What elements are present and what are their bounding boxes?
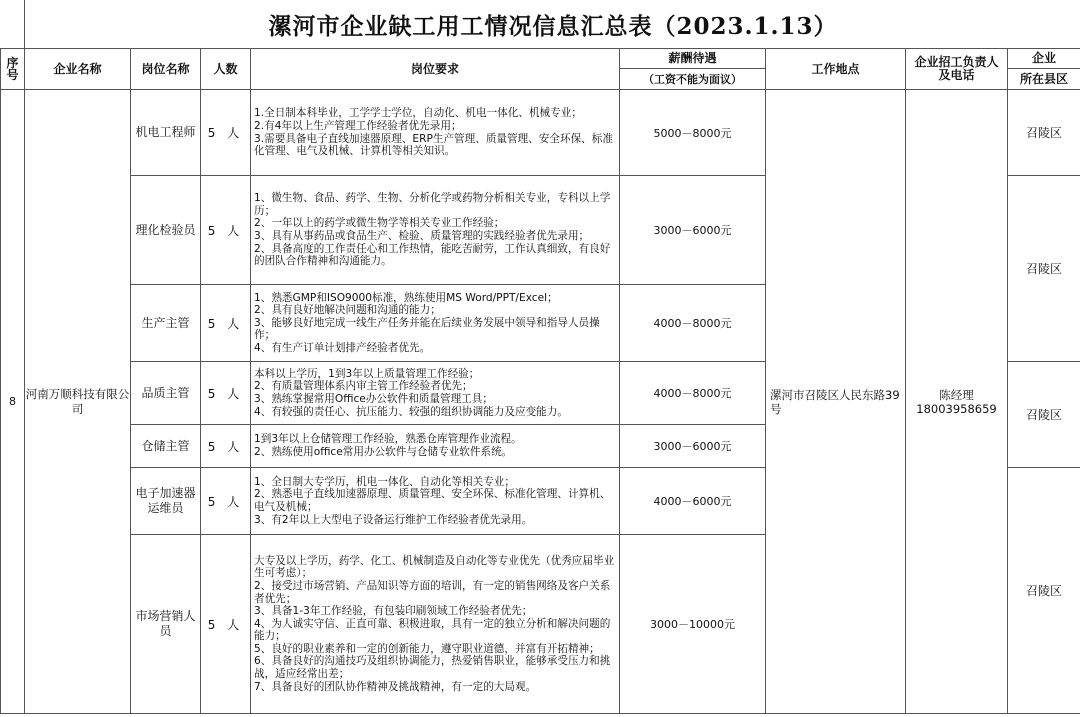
position-salary: 3000－10000元 [620, 535, 766, 714]
position-count: 5 人 [201, 425, 251, 468]
header-seq: 序号 [1, 49, 25, 90]
header-location: 工作地点 [766, 49, 906, 90]
position-count: 5 人 [201, 362, 251, 425]
position-name: 机电工程师 [131, 90, 201, 176]
district: 召陵区 [1008, 90, 1080, 176]
position-requirement: 1、熟悉GMP和ISO9000标准，熟练使用MS Word/PPT/Excel； 2、具有良好地解决问题和沟通的能力； 3、能够良好地完成一线生产任务并能在后续业务发展中领导和指导人员操作； 4、有生产订单计划排产经验者优先。 [251, 285, 620, 362]
position-salary: 5000－8000元 [620, 90, 766, 176]
position-count: 5 人 [201, 285, 251, 362]
position-requirement: 1、全日制大专学历，机电一体化、自动化等相关专业； 2、熟悉电子直线加速器原理、质量管理、安全环保、标准化管理、计算机、电气及机械； 3、有2年以上大型电子设备运行维护工作经验者优先录用。 [251, 468, 620, 535]
position-name: 市场营销人员 [131, 535, 201, 714]
header-count: 人数 [201, 49, 251, 90]
position-salary: 3000－6000元 [620, 176, 766, 285]
header-position: 岗位名称 [131, 49, 201, 90]
position-requirement: 大专及以上学历，药学、化工、机械制造及自动化等专业优先（优秀应届毕业生可考虑）； 2、接受过市场营销、产品知识等方面的培训，有一定的销售网络及客户关系者优先； 3、具备1-3年工作经验，有包装印刷领域工作经验者优先； 4、为人诚实守信、正直可靠、积极进取，具有一定的独立分析和解决问题的能力； 5、良好的职业素养和一定的创新能力，遵守职业道德，并富有开拓精神； 6、具备良好的沟通技巧及组织协调能力，热爱销售职业，能够承受压力和挑战，适应经常出差； 7、具备良好的团队协作精神及挑战精神，有一定的大局观。 [251, 535, 620, 714]
header-salary-note: （工资不能为面议） [620, 69, 766, 90]
position-count: 5 人 [201, 468, 251, 535]
header-district-bottom: 所在县区 [1008, 69, 1080, 90]
contact-name: 陈经理 [939, 387, 974, 402]
position-requirement: 1到3年以上仓储管理工作经验，熟悉仓库管理作业流程。 2、熟练使用office常用办公软件与仓储专业软件系统。 [251, 425, 620, 468]
title-left-gap [0, 0, 24, 48]
table-row [1, 90, 1080, 176]
position-requirement: 本科以上学历，1到3年以上质量管理工作经验； 2、有质量管理体系内审主管工作经验者优先； 3、熟练掌握常用Office办公软件和质量管理工具； 4、有较强的责任心、抗压能力、较强的组织协调能力及应变能力。 [251, 362, 620, 425]
work-location: 漯河市召陵区人民东路39号 [766, 90, 906, 714]
position-name: 品质主管 [131, 362, 201, 425]
position-requirement: 1、微生物、食品、药学、生物、分析化学或药物分析相关专业，专科以上学历； 2、一年以上的药学或微生物学等相关专业工作经验； 3、具有从事药品或食品生产、检验、质量管理的实践经验者优先录用； 2、具备高度的工作责任心和工作热情，能吃苦耐劳，工作认真细致，有良好的团队合作精神和沟通能力。 [251, 176, 620, 285]
header-salary: 薪酬待遇 [620, 49, 766, 69]
position-name: 电子加速器运维员 [131, 468, 201, 535]
job-table [0, 48, 1080, 714]
contact-cell [906, 90, 1008, 714]
position-requirement: 1.全日制本科毕业，工学学士学位，自动化、机电一体化、机械专业； 2.有4年以上生产管理工作经验者优先录用； 3.需要具备电子直线加速器原理、ERP生产管理、质量管理、安全环保、标准化管理、电气及机械、计算机等相关知识。 [251, 90, 620, 176]
contact-phone: 18003958659 [916, 401, 997, 416]
header-contact: 企业招工负责人及电话 [906, 49, 1008, 90]
position-name: 仓储主管 [131, 425, 201, 468]
district: 召陵区 [1008, 362, 1080, 468]
header-requirement: 岗位要求 [251, 49, 620, 90]
position-salary: 4000－8000元 [620, 285, 766, 362]
district: 召陵区 [1008, 176, 1080, 362]
header-company: 企业名称 [25, 49, 131, 90]
position-name: 理化检验员 [131, 176, 201, 285]
position-count: 5 人 [201, 176, 251, 285]
position-count: 5 人 [201, 90, 251, 176]
position-salary: 4000－8000元 [620, 362, 766, 425]
header-district-top: 企业 [1008, 49, 1080, 69]
header-row [1, 49, 1080, 69]
district: 召陵区 [1008, 468, 1080, 714]
position-name: 生产主管 [131, 285, 201, 362]
company-name: 河南万顺科技有限公司 [25, 90, 131, 714]
position-salary: 4000－6000元 [620, 468, 766, 535]
company-seq: 8 [1, 90, 25, 714]
position-count: 5 人 [201, 535, 251, 714]
position-salary: 3000－6000元 [620, 425, 766, 468]
page-title: 漯河市企业缺工用工情况信息汇总表（2023.1.13） [24, 0, 1080, 49]
